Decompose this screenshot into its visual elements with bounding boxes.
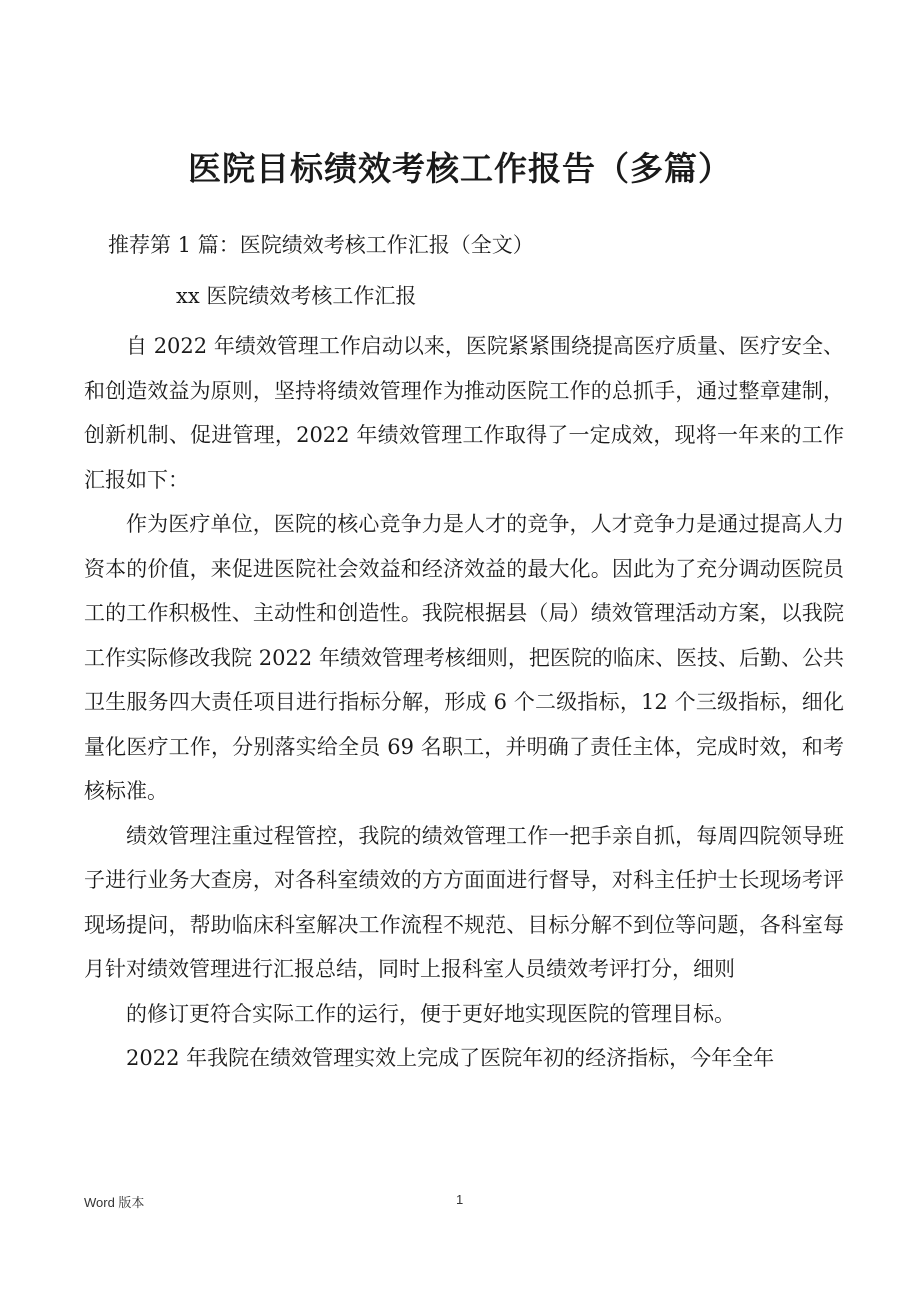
footer-version-label: Word 版本 (84, 1195, 145, 1210)
paragraph: 的修订更符合实际工作的运行，便于更好地实现医院的管理目标。 (126, 1001, 735, 1026)
paragraph: 自 2022 年绩效管理工作启动以来，医院紧紧围绕提高医疗质量、医疗安全、和创造效益为原则，坚持将绩效管理作为推动医院工作的总抓手，通过整章建制，创新机制、促进管理，2022 年绩效管理工作取得了一定成效，现将一年来的工作汇报如下： (84, 334, 844, 492)
paragraph: 绩效管理注重过程管控，我院的绩效管理工作一把手亲自抓，每周四院领导班子进行业务大查房，对各科室绩效的方方面面进行督导，对科主任护士长现场考评现场提问，帮助临床科室解决工作流程不规范、目标分解不到位等问题，各科室每月针对绩效管理进行汇报总结，同时上报科室人员绩效考评打分，细则 (84, 823, 844, 981)
footer-page-number: 1 (456, 1192, 464, 1207)
paragraph: 2022 年我院在绩效管理实效上完成了医院年初的经济指标，今年全年 (126, 1046, 775, 1070)
document-title: 医院目标绩效考核工作报告（多篇） (188, 149, 732, 188)
section-heading: xx 医院绩效考核工作汇报 (176, 284, 417, 308)
document-body (84, 324, 844, 1081)
document-subtitle: 推荐第 1 篇：医院绩效考核工作汇报（全文） (108, 233, 534, 257)
paragraph: 作为医疗单位，医院的核心竞争力是人才的竞争，人才竞争力是通过提高人力资本的价值，来促进医院社会效益和经济效益的最大化。因此为了充分调动医院员工的工作积极性、主动性和创造性。我院根据县（局）绩效管理活动方案，以我院工作实际修改我院 2022 年绩效管理考核细则，把医院的临床、医技、后勤、公共卫生服务四大责任项目进行指标分解，形成 6 个二级指标，12 个三级指标，细化量化医疗工作，分别落实给全员 69 名职工，并明确了责任主体，完成时效，和考核标准。 (84, 512, 844, 803)
